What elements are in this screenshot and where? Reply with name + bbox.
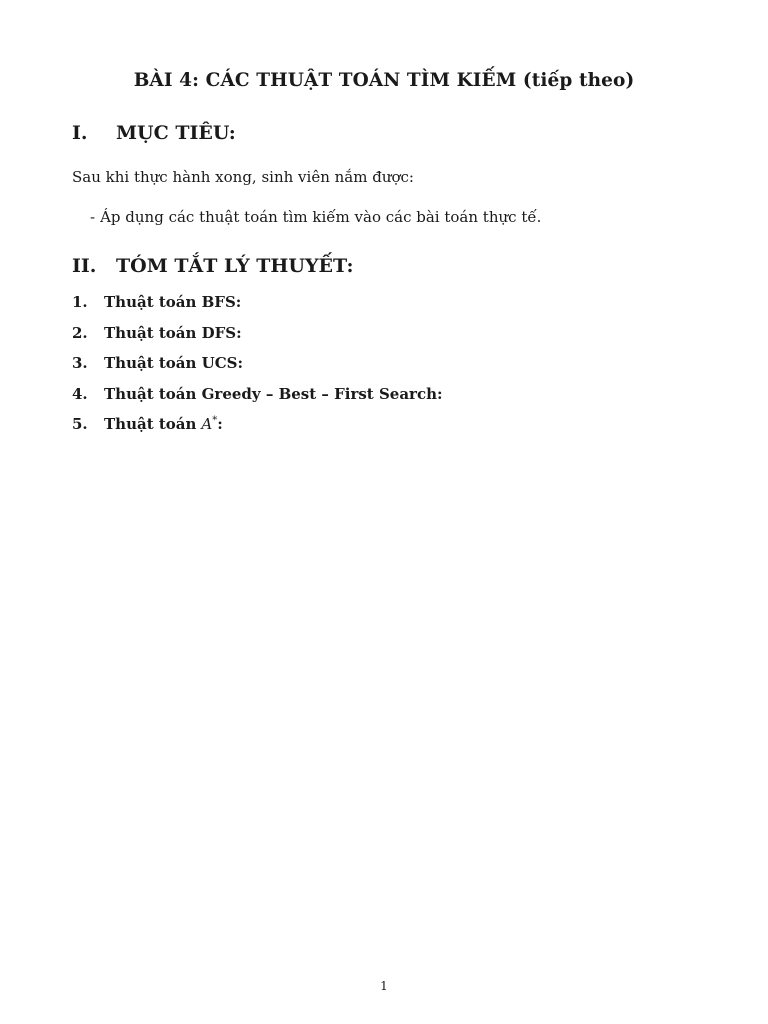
list-item xyxy=(72,354,443,385)
section-title: TÓM TẮT LÝ THUYẾT: xyxy=(116,255,354,277)
item-number: 4. xyxy=(72,384,88,403)
item-number: 3. xyxy=(72,354,88,372)
objectives-intro-paragraph: Sau khi thực hành xong, sinh viên nắm được: xyxy=(72,168,414,186)
section-objectives-heading xyxy=(72,122,236,144)
objective-bullet xyxy=(90,208,541,226)
bullet-text: Áp dụng các thuật toán tìm kiếm vào các bài toán thực tế. xyxy=(100,208,542,226)
list-item xyxy=(72,293,443,324)
document-title: BÀI 4: CÁC THUẬT TOÁN TÌM KIẾM (tiếp theo) xyxy=(133,70,635,91)
section-theory-heading xyxy=(72,255,353,277)
item-label: Thuật toán xyxy=(104,415,197,433)
section-number: II. xyxy=(72,255,97,277)
section-title: MỤC TIÊU: xyxy=(116,122,236,144)
list-item xyxy=(72,324,443,355)
item-suffix: : xyxy=(217,415,223,433)
math-superscript: * xyxy=(212,415,218,426)
item-number: 1. xyxy=(72,293,88,311)
item-number: 2. xyxy=(72,323,88,342)
math-variable: A xyxy=(201,415,213,433)
bullet-marker: - xyxy=(90,208,96,226)
item-number: 5. xyxy=(72,415,88,433)
theory-items-list xyxy=(72,293,443,446)
section-number: I. xyxy=(72,122,88,144)
math-symbol xyxy=(201,415,217,433)
page-number: 1 xyxy=(380,979,388,993)
item-label: Thuật toán Greedy – Best – First Search: xyxy=(104,384,443,403)
list-item xyxy=(72,415,443,446)
item-label: Thuật toán UCS: xyxy=(104,354,244,372)
item-label: Thuật toán DFS: xyxy=(104,323,242,342)
list-item xyxy=(72,385,443,416)
item-label: Thuật toán BFS: xyxy=(104,293,242,311)
